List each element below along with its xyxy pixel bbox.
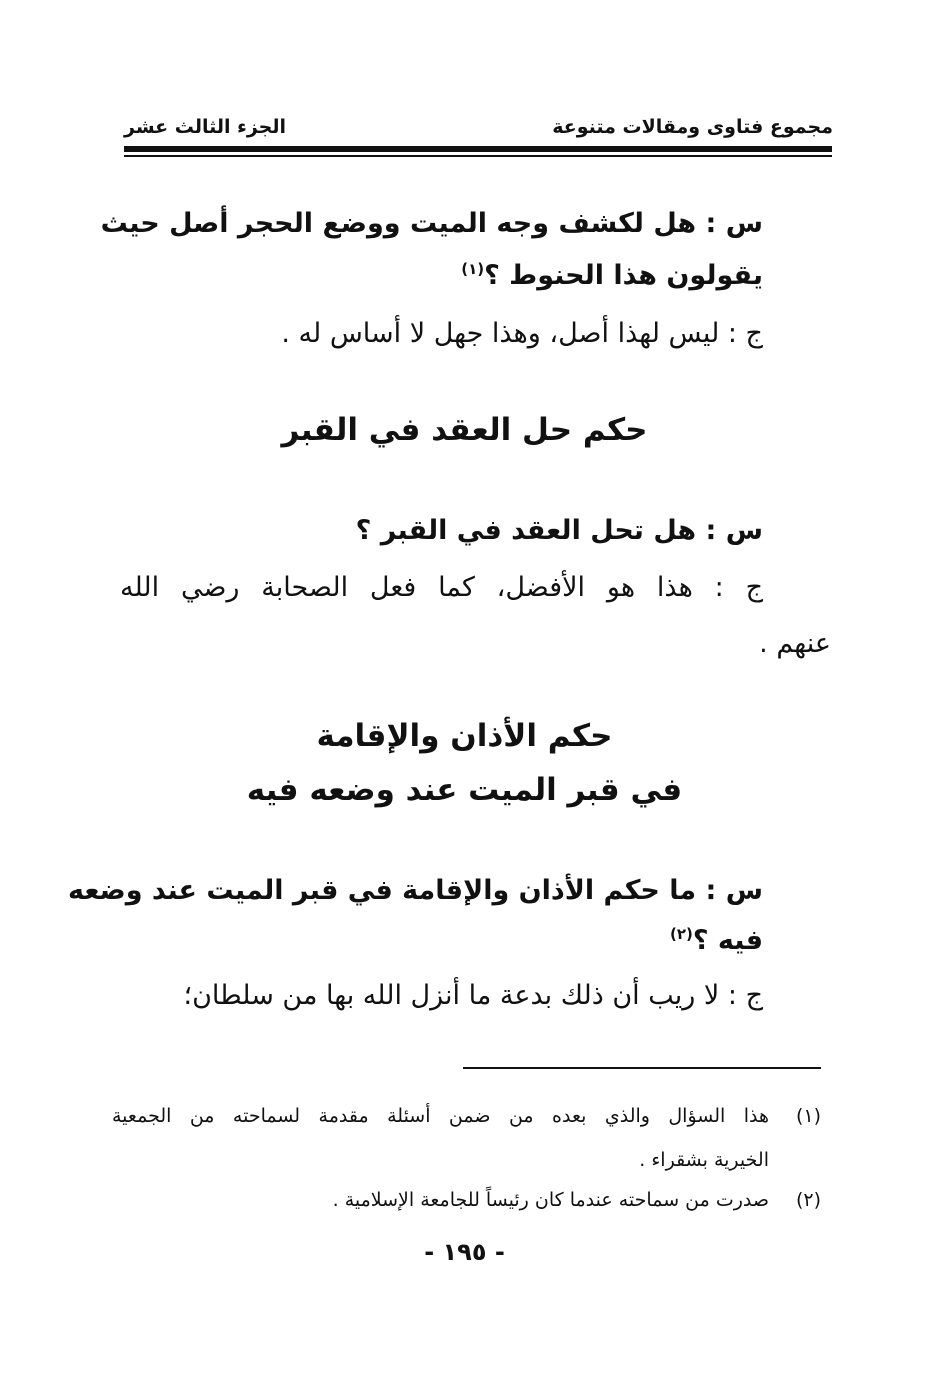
footnote-ref-1: (١) <box>461 260 485 278</box>
running-header-volume: الجزء الثالث عشر <box>124 116 287 138</box>
footnote-2-number: (٢) <box>795 1189 821 1211</box>
question-1-line-1: س : هل لكشف وجه الميت ووضع الحجر أصل حيث <box>100 208 763 239</box>
running-header-title: مجموع فتاوى ومقالات متنوعة <box>552 116 833 138</box>
footnote-1-line-1: هذا السؤال والذي بعده من ضمن أسئلة مقدمة لسماحته من الجمعية <box>112 1105 769 1127</box>
footnote-2-line-1: صدرت من سماحته عندما كان رئيساً للجامعة الإسلامية . <box>332 1189 769 1211</box>
question-3-line-2 <box>670 925 763 956</box>
answer-2-line-1: ج : هذا هو الأفضل، كما فعل الصحابة رضي الله <box>120 572 763 603</box>
header-rule-thin <box>124 155 832 157</box>
section-title-adhan-line-1: حكم الأذان والإقامة <box>316 718 613 754</box>
footnote-1-line-2: الخيرية بشقراء . <box>639 1149 769 1171</box>
page-number: - ١٩٥ - <box>424 1238 505 1266</box>
question-3-line-1: س : ما حكم الأذان والإقامة في قبر الميت عند وضعه <box>68 875 763 906</box>
question-2-line-1: س : هل تحل العقد في القبر ؟ <box>355 515 763 546</box>
question-1-line-2-text: يقولون هذا الحنوط ؟ <box>484 260 763 291</box>
answer-2-line-2: عنهم . <box>759 628 831 659</box>
footnote-1-number: (١) <box>795 1105 821 1127</box>
answer-1-line-1: ج : ليس لهذا أصل، وهذا جهل لا أساس له . <box>281 318 763 349</box>
answer-3-line-1: ج : لا ريب أن ذلك بدعة ما أنزل الله بها من سلطان؛ <box>183 980 763 1011</box>
footnote-separator <box>463 1067 821 1069</box>
question-3-line-2-text: فيه ؟ <box>692 925 763 956</box>
footnote-ref-2: (٢) <box>669 925 693 943</box>
section-title-knots: حكم حل العقد في القبر <box>281 412 648 448</box>
header-rule-thick <box>124 146 832 152</box>
question-1-line-2 <box>461 260 763 291</box>
section-title-adhan-line-2: في قبر الميت عند وضعه فيه <box>246 772 683 808</box>
